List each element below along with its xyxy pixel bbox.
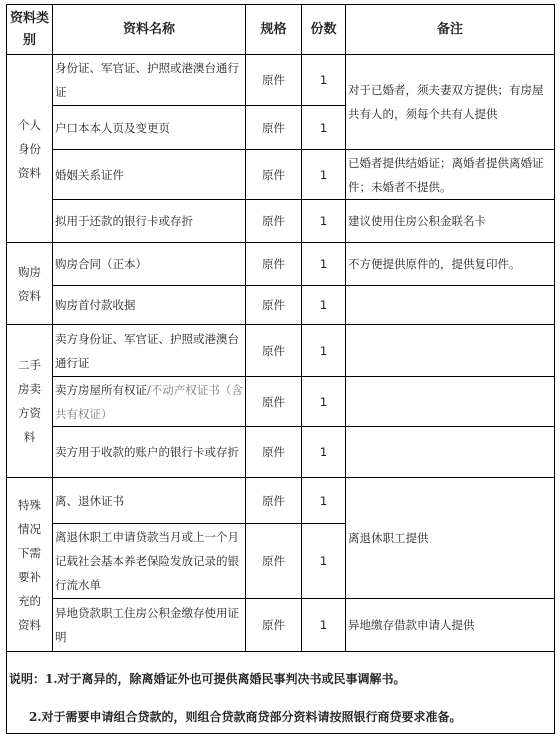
note-cell: 已婚者提供结婚证；离婚者提供离婚证件；未婚者不提供。 — [346, 150, 555, 200]
item-qty: 1 — [302, 286, 346, 325]
item-name: 卖方身份证、军官证、护照或港澳台通行证 — [53, 325, 246, 377]
category-cell: 特殊情况下需要补充的资料 — [7, 478, 53, 652]
item-name: 拟用于还款的银行卡或存折 — [53, 200, 246, 243]
item-qty: 1 — [302, 325, 346, 377]
table-row — [7, 325, 555, 377]
note-cell — [346, 286, 555, 325]
header-note: 备注 — [346, 5, 555, 55]
item-name: 购房合同（正本） — [53, 243, 246, 286]
document-page — [6, 4, 554, 734]
remark-line-2: 2.对于需要申请组合贷款的，则组合贷款商贷部分资料请按照银行商贷要求准备。 — [29, 709, 462, 724]
table-row — [7, 243, 555, 286]
item-qty: 1 — [302, 200, 346, 243]
item-name-extra: /不动产权证书（含共有权证） — [55, 382, 243, 421]
table-row — [7, 377, 555, 427]
item-name: 身份证、军官证、护照或港澳台通行证 — [53, 55, 246, 106]
table-row — [7, 599, 555, 652]
item-qty: 1 — [302, 427, 346, 478]
materials-table — [6, 4, 555, 734]
note-cell: 离退休职工提供 — [346, 478, 555, 599]
item-qty: 1 — [302, 599, 346, 652]
note-cell: 建议使用住房公积金联名卡 — [346, 200, 555, 243]
table-row — [7, 200, 555, 243]
remark-line-1: 说明：1.对于离异的，除离婚证外也可提供离婚民事判决书或民事调解书。 — [9, 671, 406, 686]
table-row — [7, 150, 555, 200]
item-spec: 原件 — [246, 524, 302, 599]
header-qty: 份数 — [302, 5, 346, 55]
item-name: 购房首付款收据 — [53, 286, 246, 325]
item-qty: 1 — [302, 243, 346, 286]
table-row — [7, 55, 555, 106]
note-cell: 不方便提供原件的，提供复印件。 — [346, 243, 555, 286]
item-name: 卖方用于收款的账户的银行卡或存折 — [53, 427, 246, 478]
note-cell — [346, 377, 555, 427]
table-row — [7, 478, 555, 524]
note-cell — [346, 325, 555, 377]
remarks-row — [7, 652, 555, 734]
note-cell: 异地缴存借款申请人提供 — [346, 599, 555, 652]
table-header-row — [7, 5, 555, 55]
item-name: 异地贷款职工住房公积金缴存使用证明 — [53, 599, 246, 652]
item-name: 离、退休证书 — [53, 478, 246, 524]
header-category: 资料类别 — [7, 5, 53, 55]
header-name: 资料名称 — [53, 5, 246, 55]
item-name: 离退休职工申请贷款当月或上一个月记载社会基本养老保险发放记录的银行流水单 — [53, 524, 246, 599]
item-spec: 原件 — [246, 478, 302, 524]
item-spec: 原件 — [246, 286, 302, 325]
table-row — [7, 427, 555, 478]
item-spec: 原件 — [246, 243, 302, 286]
item-name: 婚姻关系证件 — [53, 150, 246, 200]
item-qty: 1 — [302, 55, 346, 106]
item-spec: 原件 — [246, 377, 302, 427]
note-cell — [346, 427, 555, 478]
category-cell: 个人身份资料 — [7, 55, 53, 243]
category-cell: 二手房卖方资料 — [7, 325, 53, 478]
item-name-main: 卖方房屋所有权证 — [55, 382, 147, 397]
item-qty: 1 — [302, 377, 346, 427]
item-spec: 原件 — [246, 150, 302, 200]
item-spec: 原件 — [246, 599, 302, 652]
category-cell: 购房资料 — [7, 243, 53, 325]
item-qty: 1 — [302, 478, 346, 524]
item-spec: 原件 — [246, 200, 302, 243]
note-cell: 对于已婚者，须夫妻双方提供；有房屋共有人的，须每个共有人提供 — [346, 55, 555, 150]
remarks-cell — [7, 652, 555, 734]
item-spec: 原件 — [246, 55, 302, 106]
item-name — [53, 377, 246, 427]
item-spec: 原件 — [246, 325, 302, 377]
item-name: 户口本本人页及变更页 — [53, 106, 246, 150]
item-qty: 1 — [302, 106, 346, 150]
item-qty: 1 — [302, 150, 346, 200]
table-row — [7, 286, 555, 325]
item-spec: 原件 — [246, 427, 302, 478]
item-qty: 1 — [302, 524, 346, 599]
item-spec: 原件 — [246, 106, 302, 150]
header-spec: 规格 — [246, 5, 302, 55]
